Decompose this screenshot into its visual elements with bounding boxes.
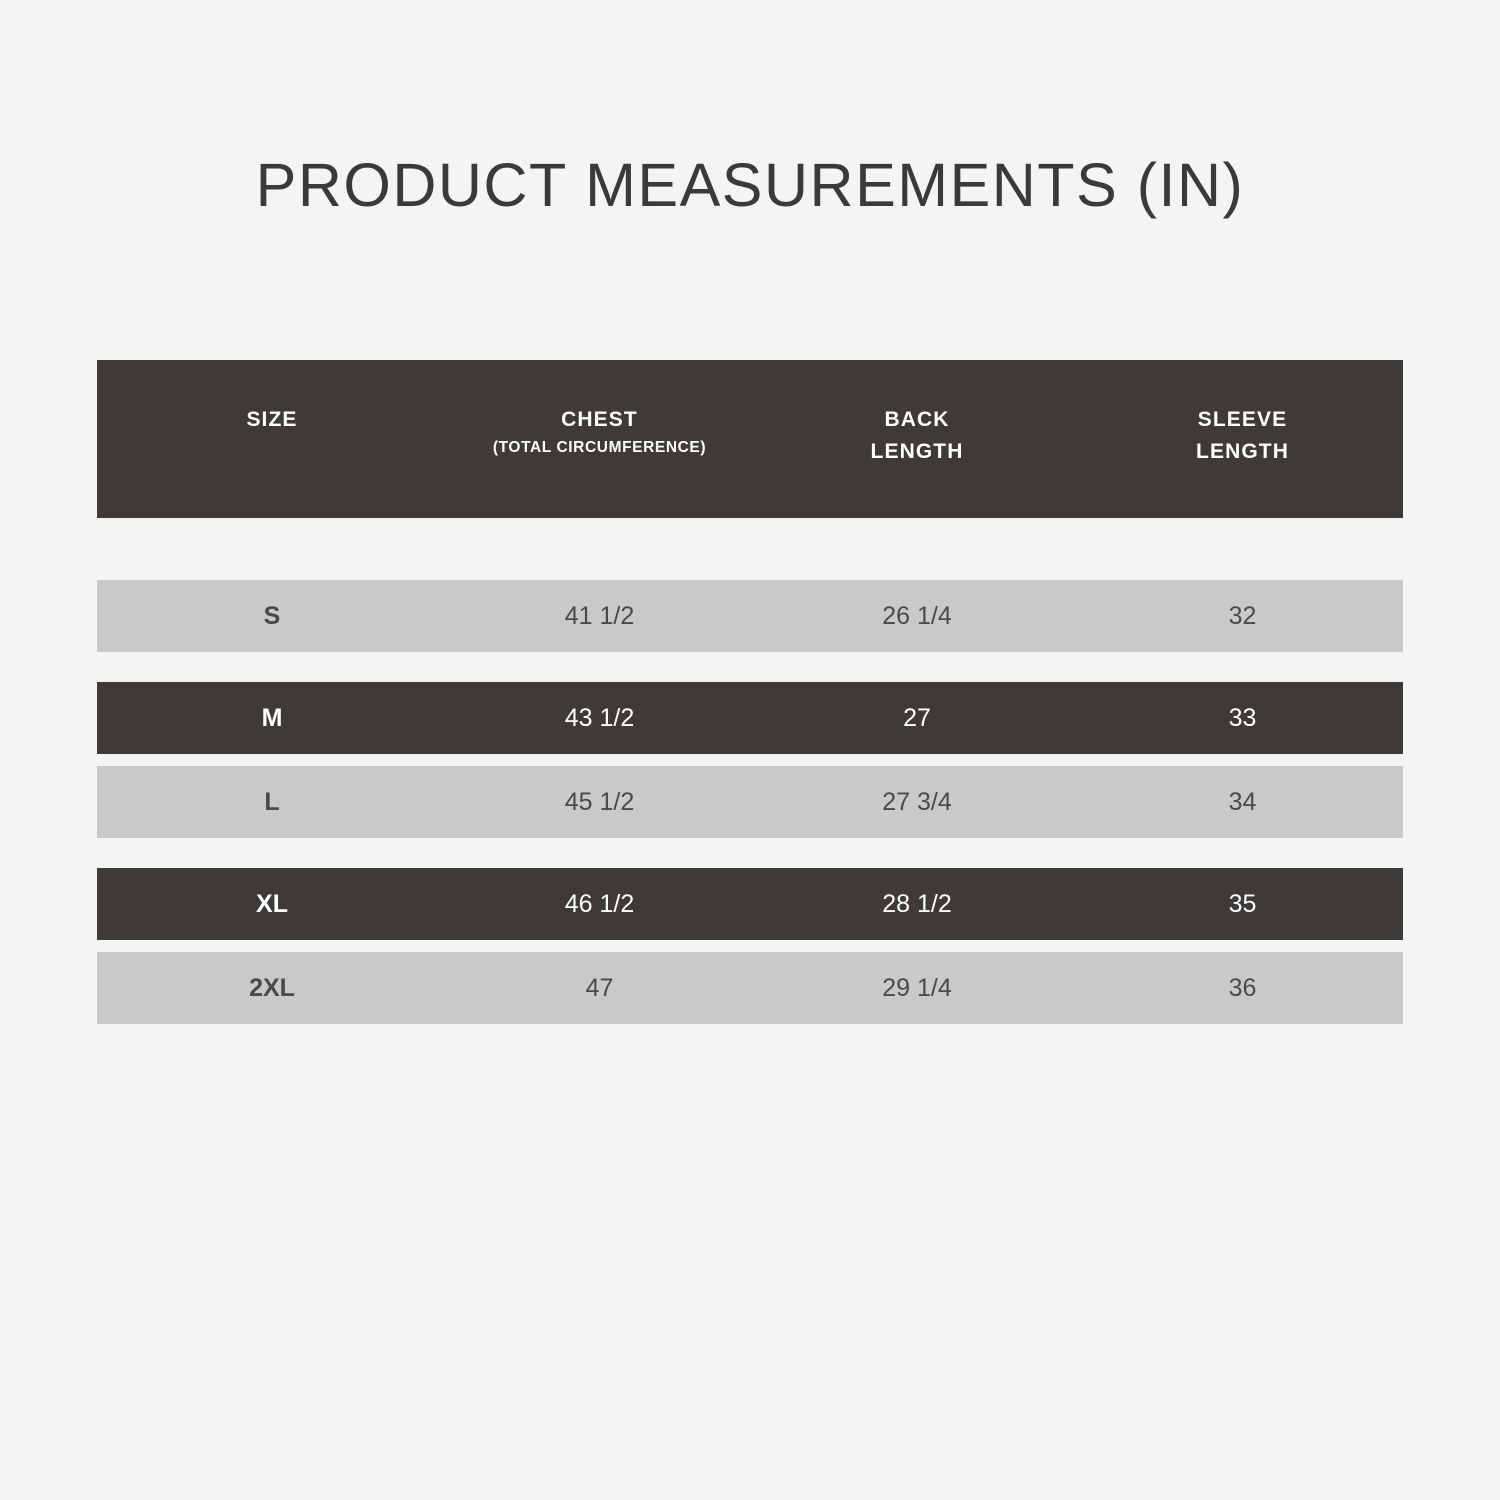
column-header-chest bbox=[447, 360, 752, 460]
column-header-size bbox=[97, 360, 447, 435]
table-row bbox=[97, 766, 1403, 838]
column-header-sleeve-length bbox=[1082, 360, 1403, 468]
cell-size: 2XL bbox=[249, 973, 295, 1002]
header-body-spacer bbox=[97, 518, 1403, 580]
table-row bbox=[97, 868, 1403, 940]
measurements-table bbox=[97, 360, 1403, 1024]
cell-back-length: 27 bbox=[903, 703, 931, 732]
cell-chest: 46 1/2 bbox=[564, 889, 635, 918]
column-header-back-length bbox=[752, 360, 1082, 468]
table-row bbox=[97, 682, 1403, 754]
page-title: PRODUCT MEASUREMENTS (IN) bbox=[255, 151, 1245, 219]
column-header-chest-label: CHEST bbox=[561, 408, 638, 431]
row-spacer bbox=[97, 652, 1403, 682]
table-row bbox=[97, 580, 1403, 652]
cell-size: M bbox=[261, 703, 283, 732]
column-header-sleeve-length-sublabel: LENGTH bbox=[1196, 440, 1289, 464]
cell-back-length: 28 1/2 bbox=[882, 889, 952, 918]
cell-size: S bbox=[263, 601, 281, 630]
column-header-sleeve-length-label: SLEEVE bbox=[1197, 408, 1288, 431]
cell-chest: 45 1/2 bbox=[564, 787, 635, 816]
cell-size: XL bbox=[256, 889, 288, 918]
cell-chest: 41 1/2 bbox=[564, 601, 635, 630]
row-spacer bbox=[97, 838, 1403, 868]
cell-chest: 47 bbox=[585, 973, 614, 1002]
table-row bbox=[97, 952, 1403, 1024]
column-header-size-label: SIZE bbox=[246, 408, 298, 431]
cell-chest: 43 1/2 bbox=[564, 703, 635, 732]
column-header-chest-sublabel: (TOTAL CIRCUMFERENCE) bbox=[492, 439, 707, 457]
cell-size: L bbox=[264, 787, 280, 816]
cell-sleeve-length: 34 bbox=[1228, 787, 1257, 816]
cell-sleeve-length: 33 bbox=[1228, 703, 1257, 732]
row-spacer bbox=[97, 754, 1403, 766]
table-header-row bbox=[97, 360, 1403, 518]
cell-sleeve-length: 32 bbox=[1228, 601, 1257, 630]
row-spacer bbox=[97, 940, 1403, 952]
cell-sleeve-length: 36 bbox=[1228, 973, 1257, 1002]
cell-back-length: 27 3/4 bbox=[882, 787, 952, 816]
cell-back-length: 26 1/4 bbox=[882, 601, 952, 630]
column-header-back-length-sublabel: LENGTH bbox=[870, 440, 964, 464]
column-header-back-length-label: BACK bbox=[884, 408, 950, 431]
cell-back-length: 29 1/4 bbox=[882, 973, 952, 1002]
cell-sleeve-length: 35 bbox=[1228, 889, 1257, 918]
